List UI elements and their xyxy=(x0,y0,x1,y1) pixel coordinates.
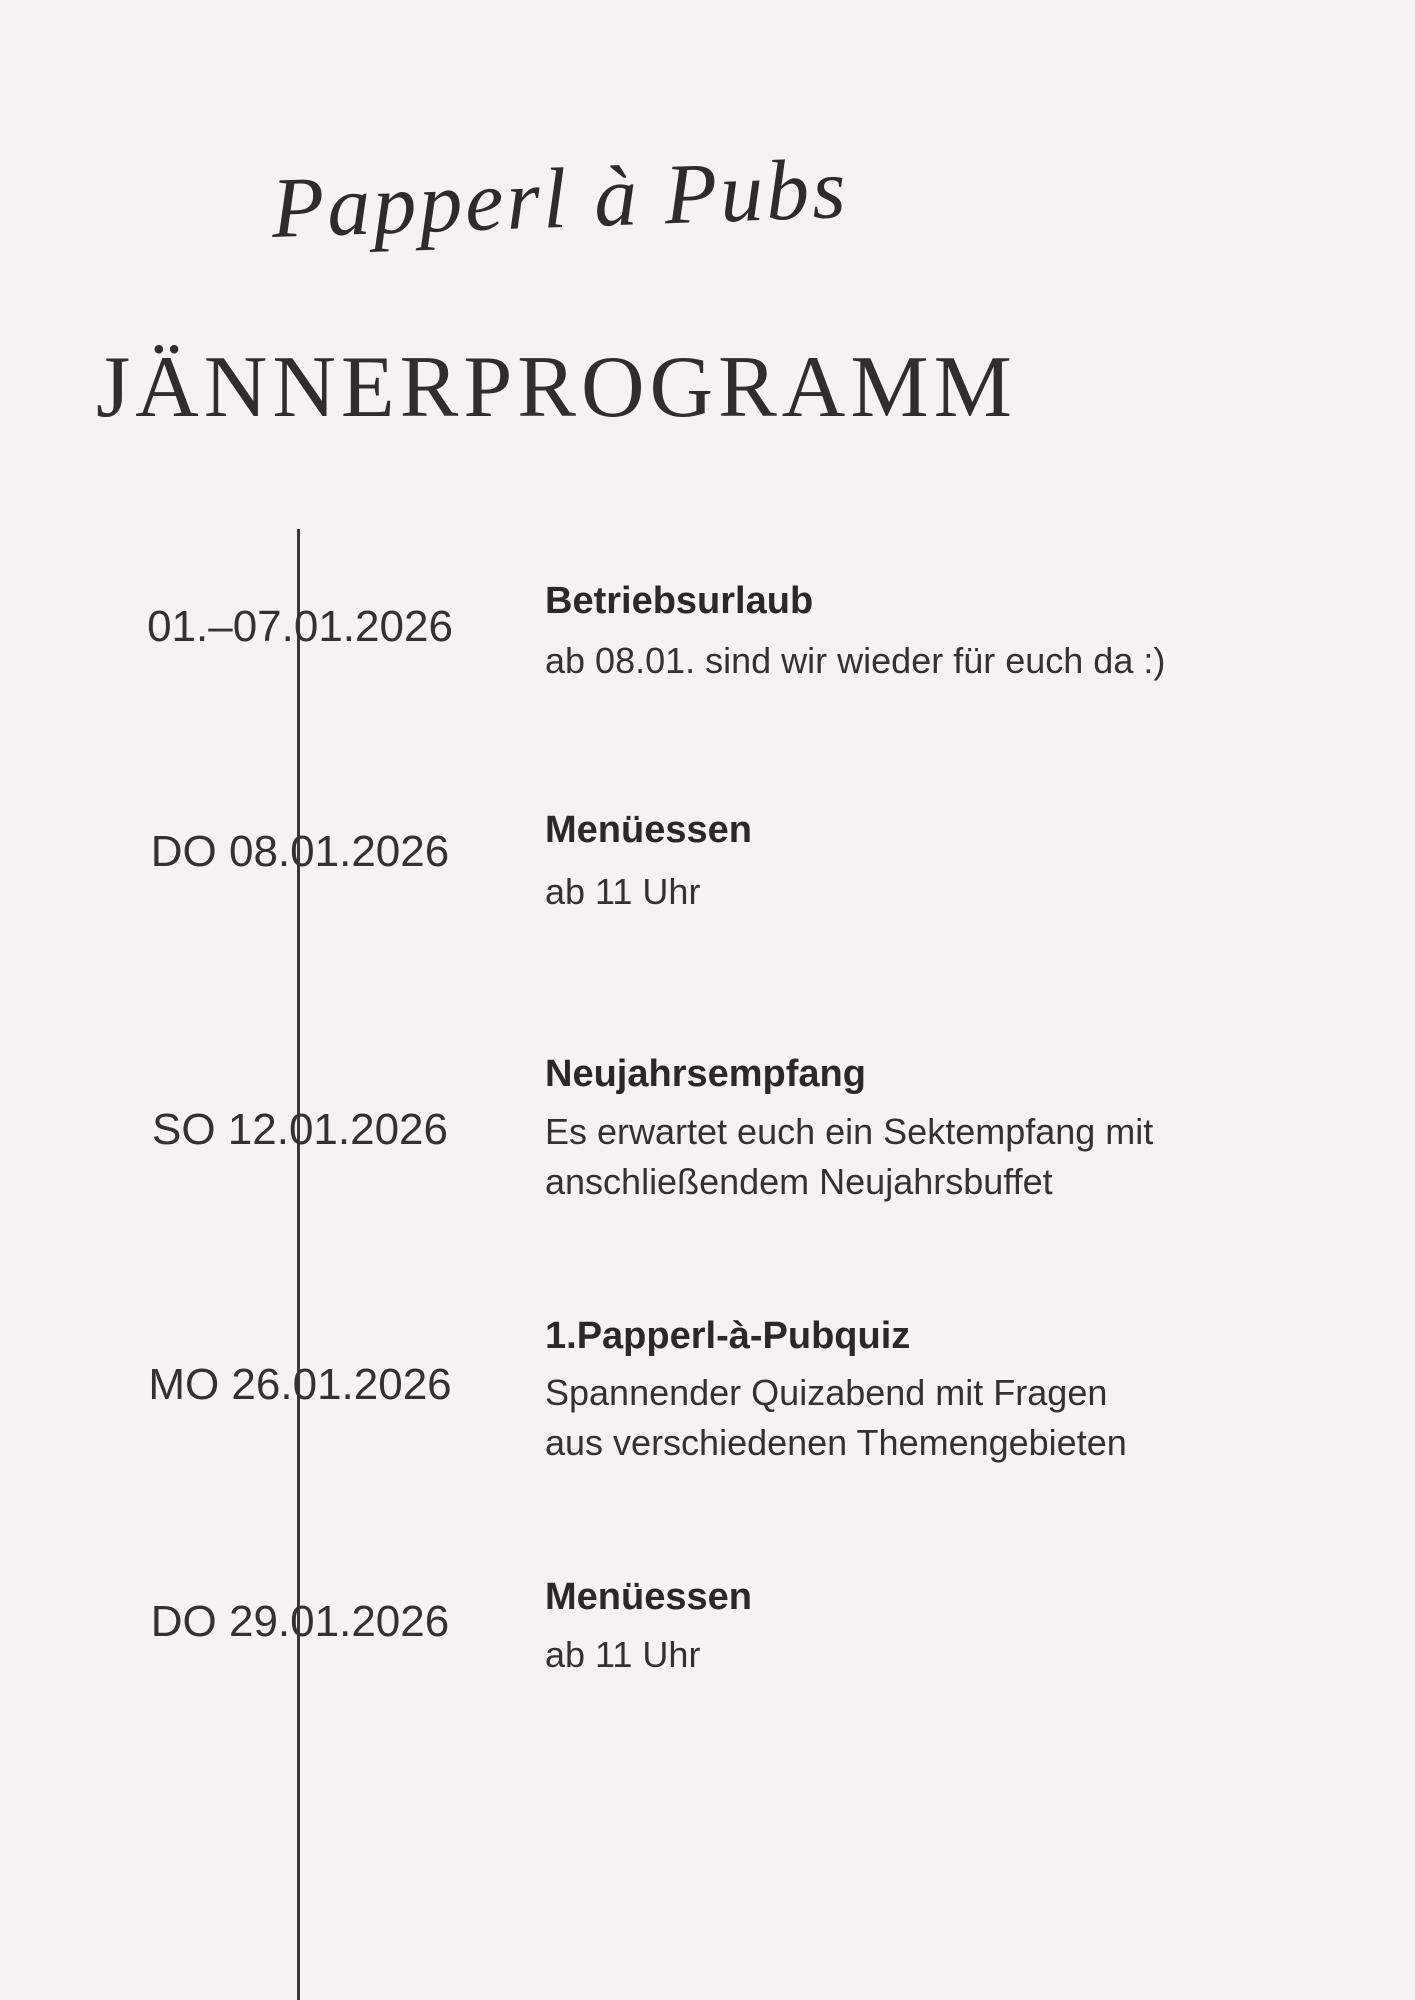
event-description xyxy=(545,636,1335,686)
logo-script-text: Papperl à Pubs xyxy=(269,139,851,257)
event-title: Menüessen xyxy=(545,809,752,851)
event-description-line: ab 08.01. sind wir wieder für euch da :) xyxy=(545,640,1166,681)
event-title: 1.Papperl-à-Pubquiz xyxy=(545,1315,911,1357)
page-title: JÄNNERPROGRAMM xyxy=(96,339,1017,436)
event-description-line: Spannender Quizabend mit Fragen xyxy=(545,1372,1108,1413)
event-description-line: Es erwartet euch ein Sektempfang mit xyxy=(545,1111,1154,1152)
event-title: Neujahrsempfang xyxy=(545,1053,866,1095)
event-description-line: aus verschiedenen Themengebieten xyxy=(545,1422,1127,1463)
event-description-line: ab 11 Uhr xyxy=(545,871,701,912)
event-date: 01.–07.01.2026 xyxy=(147,602,453,651)
event-date: DO 08.01.2026 xyxy=(150,827,450,876)
event-description xyxy=(545,1107,1335,1207)
timeline-line xyxy=(297,529,300,2000)
event-date: SO 12.01.2026 xyxy=(151,1105,448,1154)
event-date: DO 29.01.2026 xyxy=(150,1597,450,1646)
event-description-line: ab 11 Uhr xyxy=(545,1634,701,1675)
event-description xyxy=(545,1630,1335,1680)
event-description xyxy=(545,1368,1335,1468)
event-title: Betriebsurlaub xyxy=(545,580,814,622)
event-description-line: anschließendem Neujahrsbuffet xyxy=(545,1161,1053,1202)
event-title: Menüessen xyxy=(545,1576,752,1618)
event-description xyxy=(545,867,1335,917)
event-date: MO 26.01.2026 xyxy=(148,1360,452,1409)
